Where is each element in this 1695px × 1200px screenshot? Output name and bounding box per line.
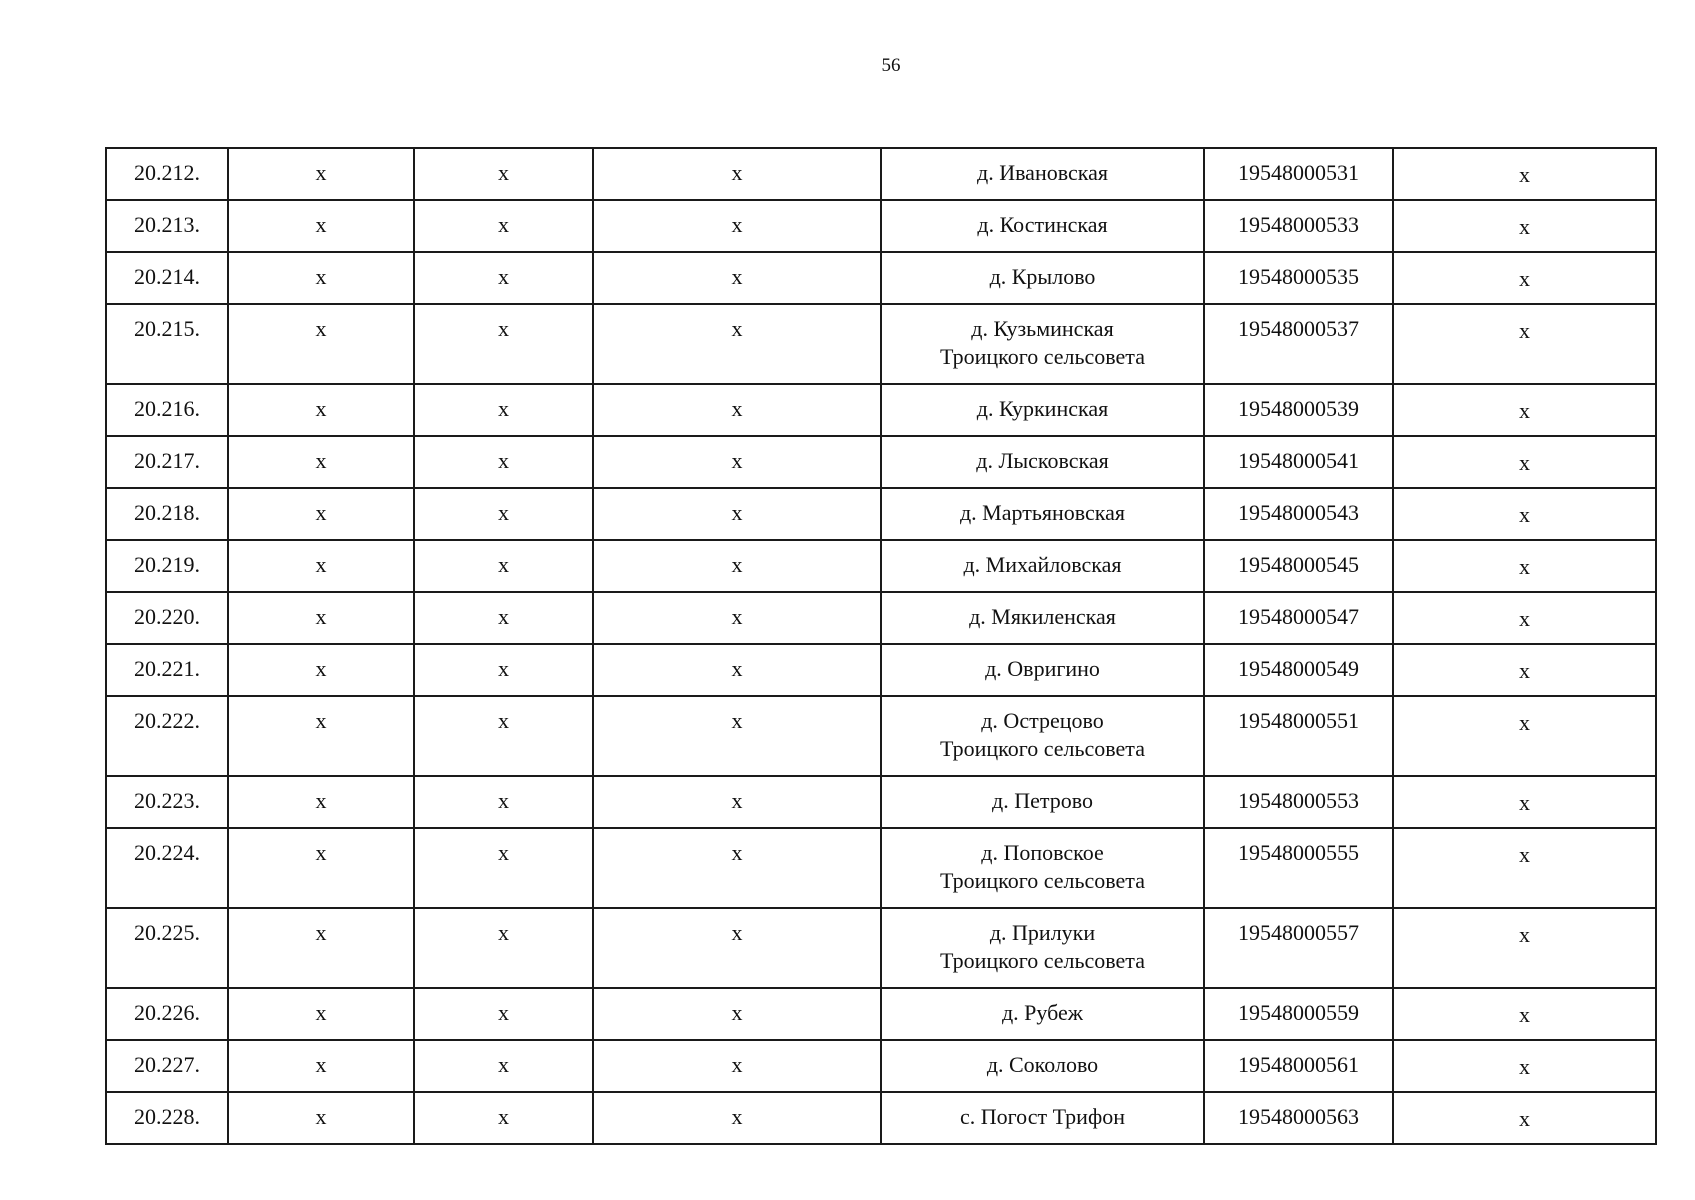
settlement-name-line: д. Лысковская <box>976 448 1109 473</box>
x-mark-cell: х <box>228 828 414 908</box>
code-cell: 19548000533 <box>1204 200 1393 252</box>
x-mark-cell: х <box>228 1092 414 1144</box>
code-cell: 19548000537 <box>1204 304 1393 384</box>
x-mark-cell: х <box>1393 148 1656 200</box>
row-number-cell: 20.216. <box>106 384 228 436</box>
x-mark-cell: х <box>414 252 593 304</box>
x-mark-cell: х <box>414 200 593 252</box>
settlement-name-cell <box>881 644 1204 696</box>
settlement-name-cell <box>881 200 1204 252</box>
x-mark-cell: х <box>414 436 593 488</box>
x-mark-cell: х <box>1393 304 1656 384</box>
code-cell: 19548000559 <box>1204 988 1393 1040</box>
x-mark-cell: х <box>414 148 593 200</box>
settlement-name-cell <box>881 776 1204 828</box>
x-mark-cell: х <box>414 988 593 1040</box>
row-number-cell: 20.223. <box>106 776 228 828</box>
x-mark-cell: х <box>1393 252 1656 304</box>
x-mark-cell: х <box>1393 696 1656 776</box>
settlement-name-cell <box>881 436 1204 488</box>
settlement-name-line: Троицкого сельсовета <box>940 868 1145 893</box>
row-number-cell: 20.224. <box>106 828 228 908</box>
x-mark-cell: х <box>593 436 881 488</box>
settlement-name-line: д. Овригино <box>985 656 1100 681</box>
settlement-name-line: с. Погост Трифон <box>960 1104 1125 1129</box>
x-mark-cell: х <box>1393 384 1656 436</box>
settlement-name-line: Троицкого сельсовета <box>940 948 1145 973</box>
x-mark-cell: х <box>414 540 593 592</box>
x-mark-cell: х <box>593 148 881 200</box>
x-mark-cell: х <box>593 1092 881 1144</box>
x-mark-cell: х <box>1393 436 1656 488</box>
table-row <box>106 384 1656 436</box>
code-cell: 19548000545 <box>1204 540 1393 592</box>
settlement-name-cell <box>881 252 1204 304</box>
x-mark-cell: х <box>228 592 414 644</box>
x-mark-cell: х <box>228 1040 414 1092</box>
x-mark-cell: х <box>593 592 881 644</box>
code-cell: 19548000551 <box>1204 696 1393 776</box>
x-mark-cell: х <box>228 148 414 200</box>
settlement-name-line: д. Костинская <box>977 212 1108 237</box>
x-mark-cell: х <box>228 436 414 488</box>
settlement-name-cell <box>881 304 1204 384</box>
x-mark-cell: х <box>414 1092 593 1144</box>
x-mark-cell: х <box>593 488 881 540</box>
settlement-name-line: д. Острецово <box>981 708 1104 733</box>
settlement-name-cell <box>881 384 1204 436</box>
x-mark-cell: х <box>1393 828 1656 908</box>
code-cell: 19548000563 <box>1204 1092 1393 1144</box>
x-mark-cell: х <box>228 696 414 776</box>
code-cell: 19548000549 <box>1204 644 1393 696</box>
settlement-name-line: д. Кузьминская <box>971 316 1114 341</box>
table-row <box>106 1092 1656 1144</box>
x-mark-cell: х <box>228 776 414 828</box>
table-row <box>106 776 1656 828</box>
x-mark-cell: х <box>228 304 414 384</box>
x-mark-cell: х <box>593 200 881 252</box>
row-number-cell: 20.218. <box>106 488 228 540</box>
x-mark-cell: х <box>593 644 881 696</box>
x-mark-cell: х <box>593 252 881 304</box>
settlement-name-line: д. Прилуки <box>989 920 1096 945</box>
settlements-table <box>105 147 1657 1145</box>
code-cell: 19548000555 <box>1204 828 1393 908</box>
settlement-name-line: д. Мартьяновская <box>959 500 1126 525</box>
table-row <box>106 148 1656 200</box>
x-mark-cell: х <box>228 644 414 696</box>
x-mark-cell: х <box>593 908 881 988</box>
x-mark-cell: х <box>593 696 881 776</box>
row-number-cell: 20.222. <box>106 696 228 776</box>
settlement-name-cell <box>881 540 1204 592</box>
row-number-cell: 20.217. <box>106 436 228 488</box>
settlement-name-cell <box>881 1092 1204 1144</box>
settlement-name-line: д. Поповское <box>981 840 1104 865</box>
row-number-cell: 20.219. <box>106 540 228 592</box>
x-mark-cell: х <box>593 1040 881 1092</box>
settlement-name-cell <box>881 488 1204 540</box>
row-number-cell: 20.215. <box>106 304 228 384</box>
code-cell: 19548000535 <box>1204 252 1393 304</box>
settlement-name-cell <box>881 1040 1204 1092</box>
settlement-name-cell <box>881 988 1204 1040</box>
x-mark-cell: х <box>414 1040 593 1092</box>
x-mark-cell: х <box>414 592 593 644</box>
x-mark-cell: х <box>593 384 881 436</box>
settlement-name-line: д. Рубеж <box>1001 1000 1083 1025</box>
settlement-name-line: Троицкого сельсовета <box>940 344 1145 369</box>
table-row <box>106 1040 1656 1092</box>
table-row <box>106 908 1656 988</box>
x-mark-cell: х <box>593 828 881 908</box>
x-mark-cell: х <box>414 828 593 908</box>
settlement-name-line: д. Михайловская <box>963 552 1122 577</box>
code-cell: 19548000547 <box>1204 592 1393 644</box>
row-number-cell: 20.220. <box>106 592 228 644</box>
settlement-name-cell <box>881 592 1204 644</box>
x-mark-cell: х <box>1393 1092 1656 1144</box>
x-mark-cell: х <box>1393 644 1656 696</box>
code-cell: 19548000541 <box>1204 436 1393 488</box>
x-mark-cell: х <box>1393 908 1656 988</box>
row-number-cell: 20.227. <box>106 1040 228 1092</box>
settlement-name-cell <box>881 828 1204 908</box>
table-row <box>106 436 1656 488</box>
x-mark-cell: х <box>1393 200 1656 252</box>
code-cell: 19548000553 <box>1204 776 1393 828</box>
page-number: 56 <box>881 55 901 76</box>
row-number-cell: 20.228. <box>106 1092 228 1144</box>
row-number-cell: 20.212. <box>106 148 228 200</box>
code-cell: 19548000539 <box>1204 384 1393 436</box>
code-cell: 19548000543 <box>1204 488 1393 540</box>
x-mark-cell: х <box>1393 988 1656 1040</box>
x-mark-cell: х <box>228 540 414 592</box>
x-mark-cell: х <box>593 988 881 1040</box>
settlement-name-line: д. Петрово <box>992 788 1093 813</box>
row-number-cell: 20.225. <box>106 908 228 988</box>
x-mark-cell: х <box>228 200 414 252</box>
settlement-name-line: д. Крылово <box>989 264 1096 289</box>
settlement-name-line: д. Мякиленская <box>969 604 1116 629</box>
x-mark-cell: х <box>228 908 414 988</box>
table-row <box>106 252 1656 304</box>
x-mark-cell: х <box>414 304 593 384</box>
x-mark-cell: х <box>1393 592 1656 644</box>
x-mark-cell: х <box>414 384 593 436</box>
row-number-cell: 20.226. <box>106 988 228 1040</box>
x-mark-cell: х <box>593 776 881 828</box>
table-row <box>106 304 1656 384</box>
table-row <box>106 696 1656 776</box>
x-mark-cell: х <box>1393 1040 1656 1092</box>
x-mark-cell: х <box>414 488 593 540</box>
x-mark-cell: х <box>414 908 593 988</box>
x-mark-cell: х <box>1393 776 1656 828</box>
table-row <box>106 828 1656 908</box>
settlement-name-line: д. Куркинская <box>976 396 1109 421</box>
x-mark-cell: х <box>228 988 414 1040</box>
table-row <box>106 540 1656 592</box>
table-row <box>106 200 1656 252</box>
settlement-name-line: д. Ивановская <box>977 160 1108 185</box>
x-mark-cell: х <box>228 384 414 436</box>
table-row <box>106 488 1656 540</box>
row-number-cell: 20.213. <box>106 200 228 252</box>
table-row <box>106 644 1656 696</box>
x-mark-cell: х <box>414 696 593 776</box>
x-mark-cell: х <box>414 776 593 828</box>
settlement-name-cell <box>881 148 1204 200</box>
x-mark-cell: х <box>228 252 414 304</box>
settlement-name-cell <box>881 908 1204 988</box>
row-number-cell: 20.214. <box>106 252 228 304</box>
table-row <box>106 988 1656 1040</box>
code-cell: 19548000557 <box>1204 908 1393 988</box>
x-mark-cell: х <box>228 488 414 540</box>
x-mark-cell: х <box>414 644 593 696</box>
settlement-name-line: Троицкого сельсовета <box>940 736 1145 761</box>
code-cell: 19548000561 <box>1204 1040 1393 1092</box>
x-mark-cell: х <box>1393 488 1656 540</box>
table-row <box>106 592 1656 644</box>
x-mark-cell: х <box>593 540 881 592</box>
x-mark-cell: х <box>1393 540 1656 592</box>
row-number-cell: 20.221. <box>106 644 228 696</box>
settlement-name-line: д. Соколово <box>986 1052 1099 1077</box>
settlement-name-cell <box>881 696 1204 776</box>
code-cell: 19548000531 <box>1204 148 1393 200</box>
x-mark-cell: х <box>593 304 881 384</box>
